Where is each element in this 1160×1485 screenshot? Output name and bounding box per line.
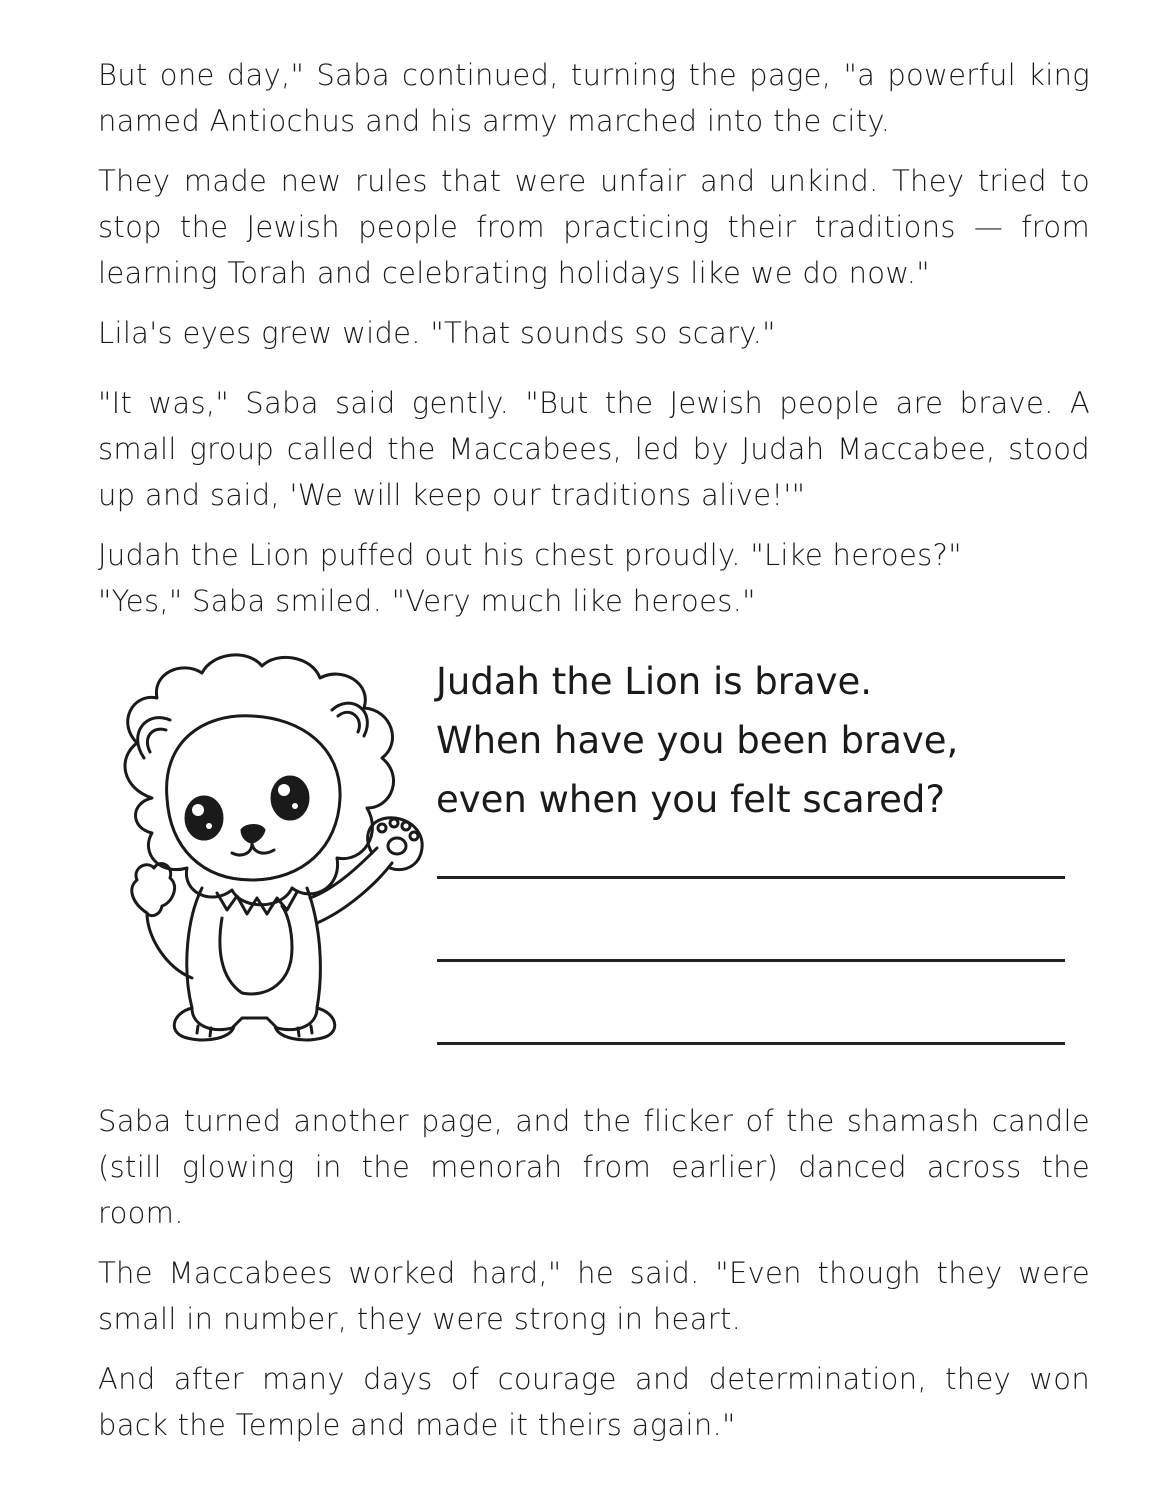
paragraph-7-text: The Maccabees worked hard," he said. "Even though they were small in number, they were strong in heart.: [98, 1256, 1090, 1336]
prompt-line-3: even when you felt scared?: [436, 778, 945, 821]
brave-prompt: [436, 652, 1076, 829]
paragraph-1: [98, 52, 1090, 144]
answer-line-3[interactable]: [437, 1042, 1065, 1045]
answer-line-1[interactable]: [437, 876, 1065, 879]
paragraph-5-line-1: Judah the Lion puffed out his chest proudly. "Like heroes?": [98, 538, 962, 572]
lion-left-foot: [174, 1008, 234, 1040]
paragraph-1-text: But one day," Saba continued, turning the page, "a powerful king named Antiochus and his army marched into the city.: [98, 58, 1090, 138]
paragraph-2: [98, 158, 1090, 296]
lion-body: [187, 888, 321, 1030]
lion-left-ear: [138, 718, 170, 758]
lion-illustration: [92, 648, 437, 1050]
lion-mane: [125, 655, 394, 905]
prompt-line-1: Judah the Lion is brave.: [436, 660, 873, 703]
lion-mouth: [232, 844, 274, 855]
paragraph-3-text: Lila's eyes grew wide. "That sounds so scary.": [98, 316, 776, 350]
lion-arm: [310, 848, 392, 923]
paragraph-6: [98, 1098, 1090, 1236]
lion-left-eye: [186, 797, 222, 839]
lion-tail-tuft: [132, 863, 175, 915]
paragraph-2-text: They made new rules that were unfair and unkind. They tried to stop the Jewish people from practicing their traditions — from learning Torah and celebrating holidays like we do now.": [98, 164, 1090, 290]
paragraph-8-text: And after many days of courage and determination, they won back the Temple and made it theirs again.": [98, 1362, 1090, 1442]
paragraph-5: [98, 532, 1090, 624]
paragraph-4: [98, 380, 1090, 518]
lion-right-ear: [332, 703, 367, 736]
paragraph-3: [98, 310, 1090, 356]
paragraph-7: [98, 1250, 1090, 1342]
lion-right-eye: [272, 777, 308, 819]
lion-tail: [147, 913, 192, 978]
answer-line-2[interactable]: [437, 959, 1065, 962]
paragraph-8: [98, 1356, 1090, 1448]
paragraph-6-text: Saba turned another page, and the flicker of the shamash candle (still glowing in the menorah from earlier) danced across the room.: [98, 1104, 1090, 1230]
lion-nose: [242, 826, 264, 843]
paragraph-5-line-2: "Yes," Saba smiled. "Very much like heroes.": [98, 584, 756, 618]
lion-right-foot: [275, 1008, 335, 1040]
lion-belly: [220, 906, 292, 994]
lion-face: [167, 716, 340, 880]
prompt-line-2: When have you been brave,: [436, 719, 959, 762]
paragraph-4-text: "It was," Saba said gently. "But the Jewish people are brave. A small group called the Maccabees, led by Judah Maccabee, stood up and said, 'We will keep our traditions alive!'": [98, 386, 1090, 512]
